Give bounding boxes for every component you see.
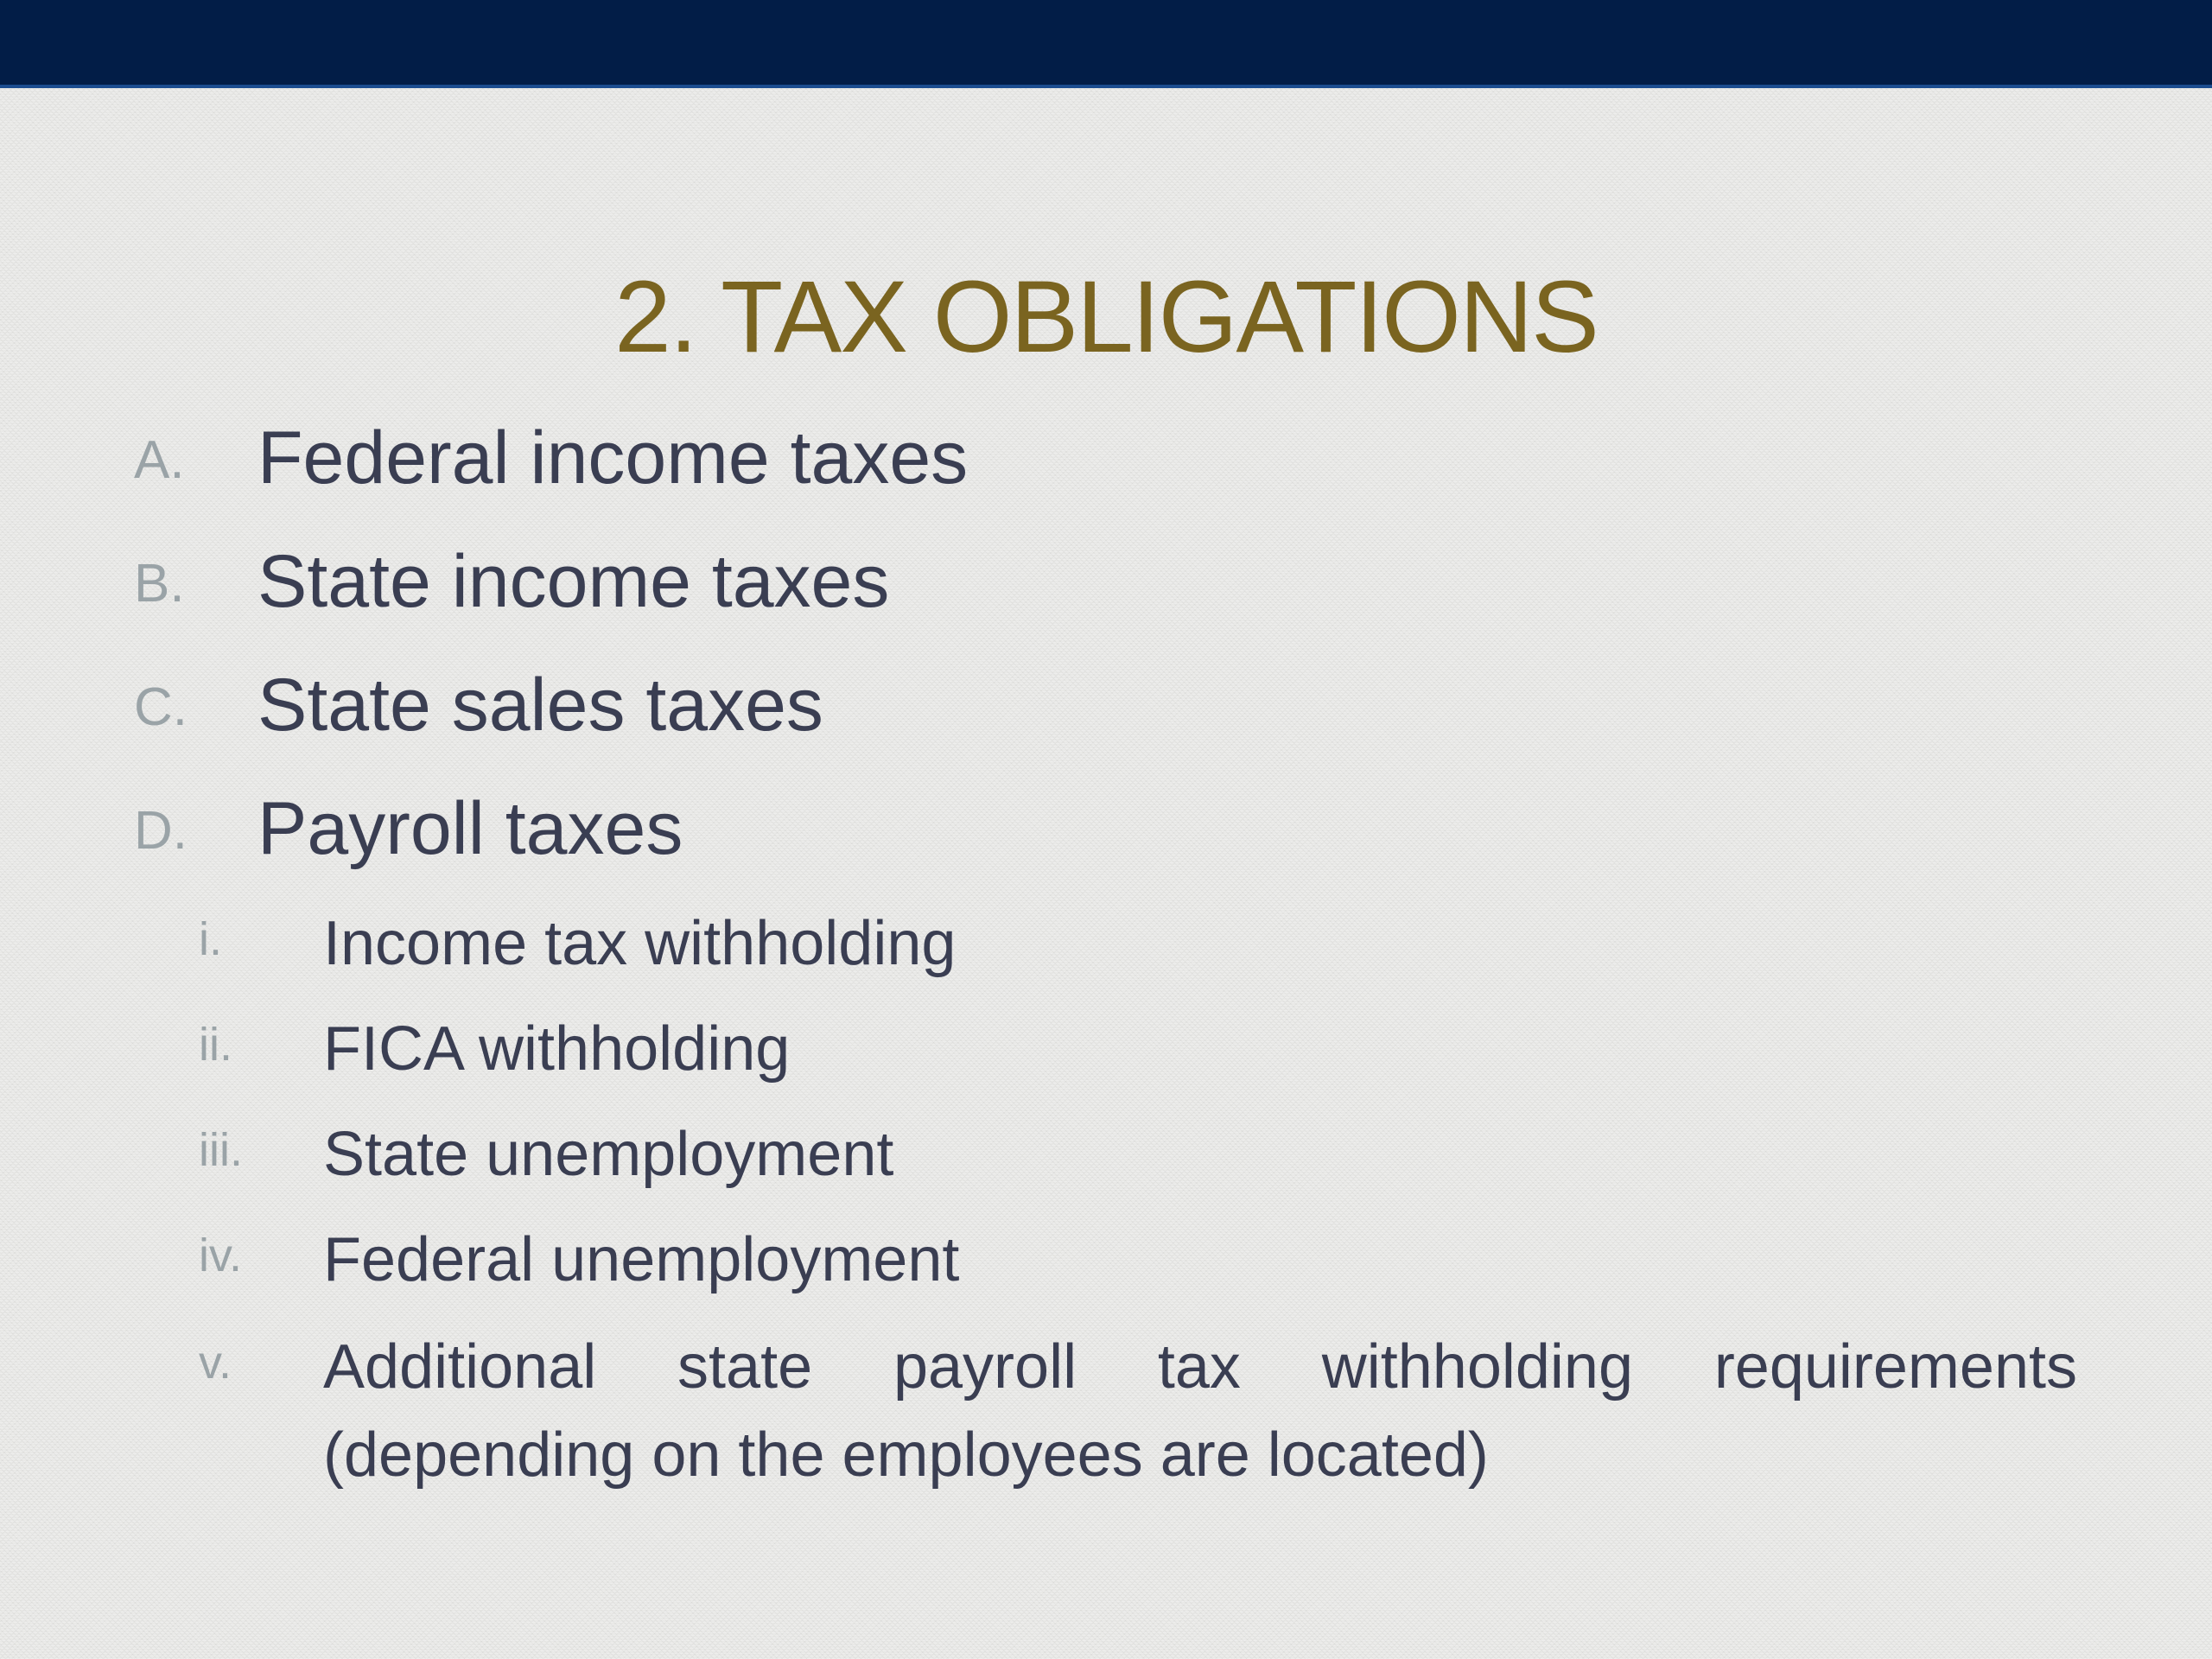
list-item-text: Federal income taxes — [257, 416, 969, 499]
list-marker: A. — [134, 430, 185, 490]
list-item-text: State income taxes — [257, 540, 890, 623]
sub-list-item-text: Income tax withholding — [323, 909, 957, 978]
sub-list-marker: i. — [199, 913, 222, 965]
list-marker: B. — [134, 554, 185, 613]
sub-list-item-text: FICA withholding — [323, 1014, 791, 1084]
sub-list-marker: iii. — [199, 1124, 243, 1176]
sub-list-marker: iv. — [199, 1230, 242, 1281]
sub-list-marker: ii. — [199, 1019, 232, 1071]
list-marker: D. — [134, 801, 188, 861]
list-item-text: Payroll taxes — [257, 787, 683, 870]
sub-list-item-text: Federal unemployment — [323, 1225, 960, 1294]
sub-list-item-text: Additional state payroll tax withholding requirements (depending on the employees are located) — [323, 1332, 2077, 1490]
list-item-text: State sales taxes — [257, 664, 823, 747]
header-bar — [0, 0, 2212, 88]
sub-list-item-text: State unemployment — [323, 1120, 894, 1189]
list-marker: C. — [134, 677, 188, 737]
slide-title: 2. TAX OBLIGATIONS — [614, 260, 1598, 375]
sub-list-marker: v. — [199, 1337, 232, 1389]
